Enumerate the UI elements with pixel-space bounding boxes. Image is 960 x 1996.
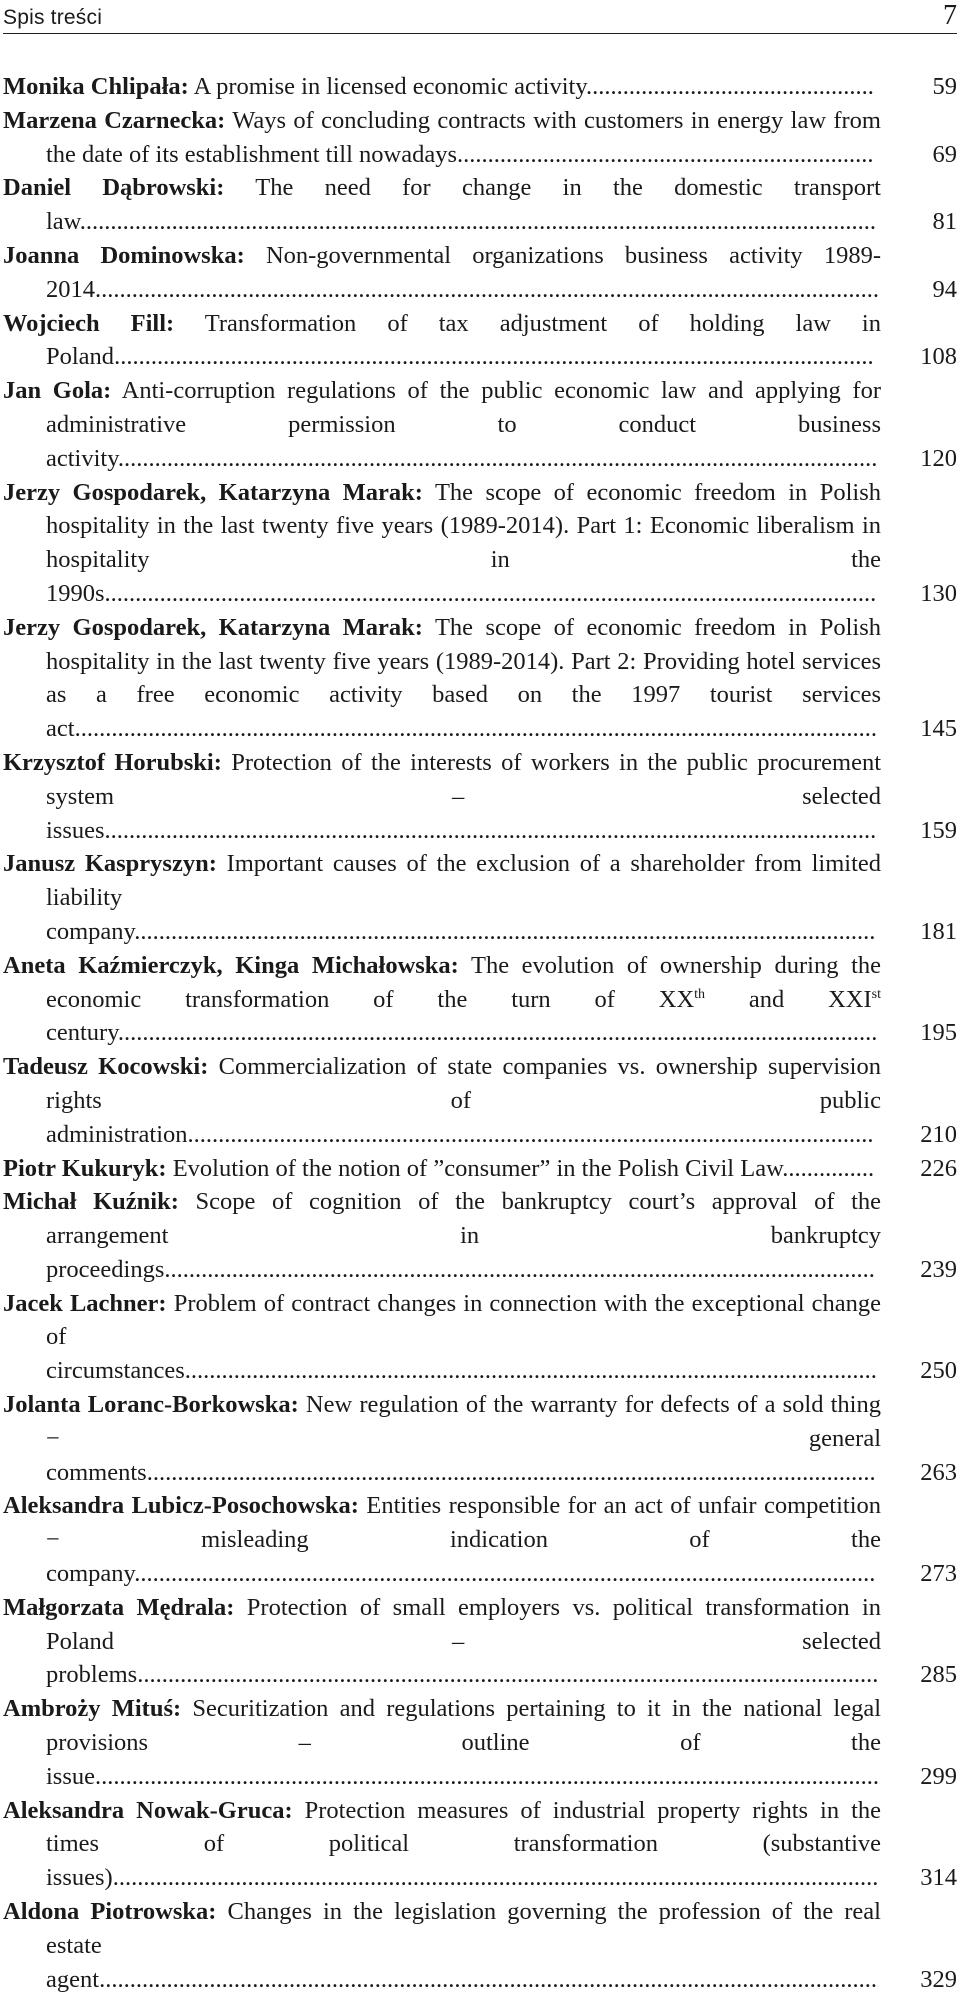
leader-dots: ................................................................................................................. — [184, 1357, 877, 1385]
entry-author: Jolanta Loranc-Borkowska: — [3, 1391, 299, 1419]
entry-author: Aneta Kaźmierczyk, Kinga Michałowska: — [3, 951, 459, 979]
entry-title: The scope of economic freedom in Polish hospitality in the last twenty five years (1989-2014). Part 2: Providing hotel services as a free economic activity based on the 1997 tourist services act — [46, 613, 881, 743]
running-header — [3, 0, 957, 34]
toc-entry[interactable] — [3, 1185, 957, 1286]
entry-page-number: 181 — [920, 917, 957, 945]
entry-page-number: 69 — [932, 140, 957, 168]
entry-title-superscript: st — [871, 986, 882, 1002]
entry-page-number: 273 — [920, 1560, 957, 1588]
toc-entry-text — [3, 70, 881, 104]
toc-entry-text — [3, 1152, 881, 1186]
toc-entry-text — [3, 374, 881, 475]
toc-entry[interactable] — [3, 1050, 957, 1151]
toc-entry[interactable] — [3, 1895, 957, 1996]
entry-author: Michał Kuźnik: — [3, 1188, 179, 1216]
entry-title: Protection of the interests of workers in the public procurement system – selected issues — [46, 748, 882, 844]
toc-entry[interactable] — [3, 476, 957, 611]
leader-dots: ............... — [782, 1154, 875, 1182]
entry-author: Aleksandra Nowak-Gruca: — [3, 1796, 293, 1824]
entry-title: The scope of economic freedom in Polish hospitality in the last twenty five years (1989-2014). Part 1: Economic liberalism in hospitality in the 1990s — [46, 478, 881, 607]
entry-title: A promise in licensed economic activity — [193, 73, 586, 100]
entry-title: The evolution of ownership during the economic transformation of the turn of XX — [46, 951, 881, 1013]
entry-page-number: 159 — [920, 816, 957, 844]
entry-page-number: 329 — [920, 1965, 957, 1993]
toc-entry[interactable] — [3, 374, 957, 475]
leader-dots: ............................................................................................................................ — [117, 444, 878, 472]
entry-page-number: 239 — [920, 1255, 957, 1283]
entry-title: Entities responsible for an act of unfair competition − misleading indication of the company — [46, 1492, 882, 1588]
toc-entry[interactable] — [3, 1692, 957, 1793]
entry-page-number: 263 — [920, 1458, 957, 1486]
entry-title: Ways of concluding contracts with customers in energy law from the date of its establishment till nowadays — [46, 106, 881, 168]
toc-entry-text — [3, 1794, 881, 1895]
entry-page-number: 145 — [920, 715, 957, 743]
toc-entry[interactable] — [3, 847, 957, 948]
toc-entry[interactable] — [3, 611, 957, 746]
entry-title: Anti-corruption regulations of the public economic law and applying for administrative permission to conduct business activity — [46, 377, 881, 472]
entry-author: Jan Gola: — [3, 377, 112, 405]
toc-entry[interactable] — [3, 1489, 957, 1590]
leader-dots: ................................................................................................................ — [187, 1120, 874, 1148]
running-title: Spis treści — [3, 6, 103, 29]
entry-page-number: 108 — [920, 343, 957, 371]
page-number: 7 — [943, 0, 957, 31]
entry-title-superscript: th — [694, 986, 706, 1002]
entry-page-number: 285 — [920, 1661, 957, 1689]
entry-title-continued: and XXI — [705, 985, 872, 1013]
leader-dots: .................................................................... — [456, 140, 874, 168]
entry-page-number: 226 — [920, 1154, 957, 1182]
entry-author: Wojciech Fill: — [3, 309, 175, 337]
entry-title: Protection measures of industrial property rights in the times of political transformation (substantive issues) — [46, 1796, 881, 1892]
entry-title: Changes in the legislation governing the profession of the real estate agent — [46, 1898, 881, 1993]
entry-page-number: 120 — [920, 444, 957, 472]
entry-author: Jerzy Gospodarek, Katarzyna Marak: — [3, 613, 423, 641]
leader-dots: ................................................................................................................................ — [95, 1762, 879, 1790]
leader-dots: ............................................................................................................................... — [99, 1965, 877, 1993]
toc-entry-text — [3, 1287, 881, 1388]
entry-title: Problem of contract changes in connection with the exceptional change of circumstances — [46, 1289, 882, 1385]
leader-dots: .............................................................................................................................. — [104, 579, 877, 607]
entry-title: Transformation of tax adjustment of holding law in Poland — [46, 309, 881, 371]
toc-entry[interactable] — [3, 171, 957, 239]
entry-title-continued: century — [46, 1019, 118, 1047]
toc-entry-text — [3, 611, 881, 746]
entry-title: Protection of small employers vs. political transformation in Poland – selected problems — [46, 1593, 882, 1689]
table-of-contents — [3, 70, 957, 1996]
entry-author: Krzysztof Horubski: — [3, 748, 222, 776]
entry-title: Scope of cognition of the bankruptcy court’s approval of the arrangement in bankruptcy proceedings — [46, 1188, 882, 1283]
leader-dots: ............................................... — [585, 73, 874, 100]
toc-entry-text — [3, 1185, 881, 1286]
toc-entry-text — [3, 847, 881, 948]
leader-dots: ............................................................................................................................ — [114, 343, 874, 371]
entry-title: Commercialization of state companies vs. ownership supervision rights of public administration — [46, 1053, 881, 1148]
leader-dots: .............................................................................................................................. — [104, 816, 877, 844]
entry-author: Piotr Kukuryk: — [3, 1154, 167, 1182]
entry-author: Aleksandra Lubicz-Posochowska: — [3, 1492, 359, 1520]
toc-entry[interactable] — [3, 1287, 957, 1388]
leader-dots: ......................................................................................................................... — [134, 917, 876, 945]
toc-entry-text — [3, 476, 881, 611]
entry-author: Aldona Piotrowska: — [3, 1898, 217, 1926]
entry-author: Jerzy Gospodarek, Katarzyna Marak: — [3, 478, 423, 506]
entry-author: Marzena Czarnecka: — [3, 106, 226, 134]
entry-page-number: 314 — [920, 1864, 957, 1892]
toc-entry-text — [3, 171, 881, 239]
toc-entry[interactable] — [3, 1591, 957, 1692]
toc-entry[interactable] — [3, 949, 957, 1050]
toc-entry[interactable] — [3, 1152, 957, 1186]
toc-entry-text — [3, 1050, 881, 1151]
leader-dots: ................................................................................................................................ — [95, 275, 879, 303]
toc-entry[interactable] — [3, 104, 957, 172]
entry-author: Jacek Lachner: — [3, 1289, 167, 1317]
toc-entry[interactable] — [3, 746, 957, 847]
toc-entry-text — [3, 1388, 881, 1489]
entry-title: Securitization and regulations pertaining to it in the national legal provisions – outline of the issue — [46, 1695, 881, 1790]
toc-entry-text — [3, 307, 881, 375]
leader-dots: ................................................................................................................................... — [74, 715, 877, 743]
entry-page-number: 210 — [920, 1120, 957, 1148]
leader-dots: ....................................................................................................................... — [146, 1458, 876, 1486]
entry-author: Ambroży Mituś: — [3, 1695, 182, 1723]
leader-dots: .................................................................................................................................. — [79, 208, 877, 236]
leader-dots: ............................................................................................................................. — [112, 1864, 879, 1892]
leader-dots: ......................................................................................................................... — [137, 1661, 879, 1689]
toc-entry-text — [3, 949, 881, 1050]
toc-entry-text — [3, 1895, 881, 1996]
entry-title: Important causes of the exclusion of a shareholder from limited liability company — [46, 850, 882, 945]
entry-author: Janusz Kaspryszyn: — [3, 850, 217, 878]
entry-page-number: 130 — [920, 579, 957, 607]
toc-entry[interactable] — [3, 239, 957, 307]
entry-author: Tadeusz Kocowski: — [3, 1053, 209, 1081]
toc-entry-text — [3, 746, 881, 847]
entry-author: Daniel Dąbrowski: — [3, 174, 225, 202]
toc-entry-text — [3, 104, 881, 172]
entry-title: The need for change in the domestic transport law — [46, 174, 881, 236]
toc-entry-text — [3, 1591, 881, 1692]
toc-entry-text — [3, 1692, 881, 1793]
entry-author: Małgorzata Mędrala: — [3, 1593, 235, 1621]
toc-entry-text — [3, 239, 881, 307]
toc-entry[interactable] — [3, 70, 957, 104]
entry-page-number: 59 — [932, 73, 957, 100]
entry-page-number: 299 — [920, 1762, 957, 1790]
toc-entry[interactable] — [3, 1794, 957, 1895]
leader-dots: .................................................................................................................... — [164, 1255, 875, 1283]
toc-entry-text — [3, 1489, 881, 1590]
entry-title: New regulation of the warranty for defects of a sold thing − general comments — [46, 1391, 881, 1486]
entry-page-number: 250 — [920, 1357, 957, 1385]
entry-page-number: 81 — [932, 208, 957, 236]
leader-dots: ......................................................................................................................... — [134, 1560, 876, 1588]
entry-page-number: 94 — [932, 275, 957, 303]
entry-page-number: 195 — [920, 1019, 957, 1047]
entry-author: Monika Chlipała: — [3, 73, 189, 100]
entry-title: Non-governmental organizations business activity 1989-2014 — [46, 241, 881, 303]
toc-entry[interactable] — [3, 307, 957, 375]
entry-author: Joanna Dominowska: — [3, 241, 245, 269]
leader-dots: ............................................................................................................................ — [117, 1019, 878, 1047]
toc-entry[interactable] — [3, 1388, 957, 1489]
entry-title: Evolution of the notion of ”consumer” in the Polish Civil Law — [172, 1154, 783, 1182]
